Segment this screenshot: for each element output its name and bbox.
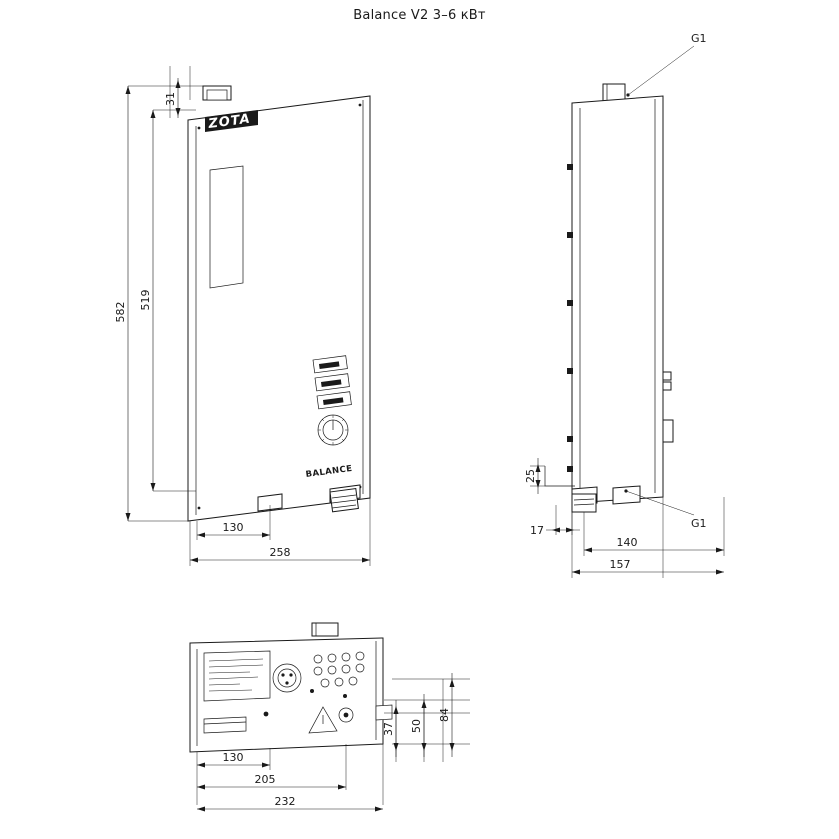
dim-519-text: 519: [139, 289, 152, 311]
dim-157-text: 157: [609, 558, 631, 571]
dim-140: [584, 536, 724, 553]
dim-25: [524, 458, 541, 494]
side-fitting-6: [567, 466, 573, 472]
dim-31-text: 31: [164, 92, 177, 106]
side-view: [524, 32, 724, 578]
front-body: [188, 96, 370, 521]
dim-232: [197, 795, 383, 812]
bottom-dot-3: [264, 712, 269, 717]
front-top-stub-inner: [207, 90, 227, 100]
dim-205-text: 205: [254, 773, 276, 786]
model-label: BALANCE: [305, 463, 354, 480]
dim-84: [438, 673, 455, 757]
side-fitting-2: [567, 232, 573, 238]
callout-g1-bottom-text: G1: [691, 517, 707, 530]
side-right-fitting-1: [663, 372, 671, 380]
dim-84-text: 84: [438, 708, 451, 722]
zota-logo-text: ZOTA: [207, 111, 252, 132]
side-fitting-5: [567, 436, 573, 442]
side-right-fitting-2: [663, 382, 671, 390]
dim-37-text: 37: [382, 722, 395, 736]
dim-157: [572, 558, 724, 575]
bottom-right-tab: [376, 705, 392, 720]
dim-31: [164, 78, 181, 118]
rating-label: [204, 651, 270, 701]
dim-140-text: 140: [616, 536, 638, 549]
front-screw-tl: [198, 127, 201, 130]
callout-g1-top-text: G1: [691, 32, 707, 45]
dim-25-text: 25: [524, 469, 537, 483]
dim-258: [190, 546, 370, 563]
side-fitting-4: [567, 368, 573, 374]
side-body: [572, 96, 663, 503]
dim-519: [139, 110, 156, 491]
dim-130-bottom-text: 130: [222, 751, 244, 764]
front-view: [114, 66, 370, 566]
dim-50-text: 50: [410, 719, 423, 733]
bottom-dot-1: [310, 689, 314, 693]
dim-582: [114, 86, 131, 521]
dim-582-text: 582: [114, 301, 127, 323]
dim-232-text: 232: [274, 795, 296, 808]
front-screw-tr: [359, 104, 362, 107]
dim-50: [410, 694, 427, 757]
side-fitting-3: [567, 300, 573, 306]
dim-17-text: 17: [530, 524, 544, 537]
front-display-window: [210, 166, 243, 288]
bottom-left-slot: [204, 717, 246, 733]
bottom-connector-pin-3: [285, 681, 288, 684]
bottom-connector-pin-1: [281, 673, 284, 676]
ground-terminal-center: [344, 713, 349, 718]
dim-17: [530, 524, 580, 537]
dim-130-front-text: 130: [222, 521, 244, 534]
side-right-bracket: [663, 420, 673, 442]
side-gland: [572, 494, 596, 512]
dim-130-front: [197, 521, 270, 538]
dim-258-text: 258: [269, 546, 291, 559]
dim-205: [197, 773, 346, 790]
side-fitting-1: [567, 164, 573, 170]
page-title: Balance V2 3–6 кВт: [353, 8, 486, 23]
bottom-view: [190, 623, 470, 812]
front-screw-bl: [198, 507, 201, 510]
bottom-connector-pin-2: [289, 673, 292, 676]
callout-g1-top: [626, 32, 706, 97]
side-bottom-right: [613, 486, 640, 504]
dim-130-bottom: [197, 751, 270, 768]
bottom-dot-2: [343, 694, 347, 698]
